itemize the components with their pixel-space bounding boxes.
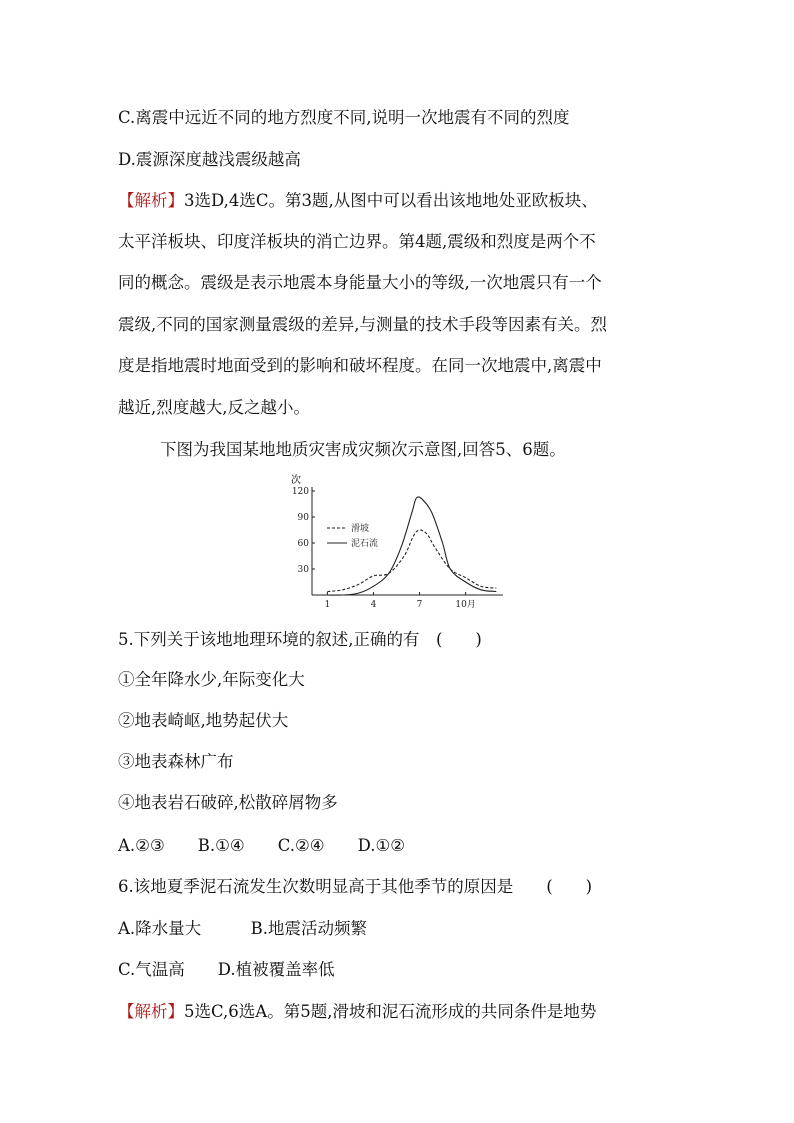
analysis-paragraph-1-line-2: 太平洋板块、印度洋板块的消亡边界。第4题,震级和烈度是两个不 [118, 232, 596, 251]
q6-options-cd: C.气温高 D.植被覆盖率低 [118, 960, 335, 979]
q5-statement-3: ③地表森林广布 [118, 752, 234, 771]
y-axis-label: 次 [291, 475, 301, 486]
q5-statement-4: ④地表岩石破碎,松散碎屑物多 [118, 793, 338, 812]
q5-statement-1: ①全年降水少,年际变化大 [118, 670, 305, 689]
question-5: 5.下列关于该地地理环境的叙述,正确的有 ( ) [118, 630, 482, 649]
analysis-text-2: 5选C,6选A。第5题,滑坡和泥石流形成的共同条件是地势 [184, 1002, 597, 1021]
analysis-tag-2: 【解析】 [118, 1002, 184, 1021]
legend-label: 滑坡 [351, 524, 370, 534]
legend-label: 泥石流 [351, 539, 379, 549]
analysis-paragraph-1-line-6: 越近,烈度越大,反之越小。 [118, 398, 310, 417]
analysis-text: 3选D,4选C。第3题,从图中可以看出该地地处亚欧板块、 [184, 191, 598, 210]
chart-svg [285, 474, 510, 614]
q6-options-ab: A.降水量大 B.地震活动频繁 [118, 919, 368, 938]
figure-intro: 下图为我国某地地质灾害成灾频次示意图,回答5、6题。 [160, 440, 566, 459]
analysis-paragraph-1-line-5: 度是指地震时地面受到的影响和破坏程度。在同一次地震中,离震中 [118, 356, 602, 375]
x-tick-label: 4 [370, 600, 377, 610]
y-tick-label: 120 [291, 487, 309, 497]
q5-answer-options: A.②③ B.①④ C.②④ D.①② [118, 836, 406, 855]
option-d-line: D.震源深度越浅震级越高 [118, 150, 301, 169]
analysis-paragraph-1-line-4: 震级,不同的国家测量震级的差异,与测量的技术手段等因素有关。烈 [118, 315, 607, 334]
x-tick-label: 10月 [455, 600, 476, 610]
y-tick-label: 60 [297, 539, 309, 549]
y-tick-label: 30 [297, 565, 309, 575]
chart-axes [312, 487, 503, 595]
analysis-paragraph-2-line-1 [118, 1002, 596, 1022]
chart-legend [327, 522, 378, 549]
x-tick-label: 1 [324, 600, 331, 610]
y-tick-label: 90 [297, 513, 309, 523]
analysis-tag: 【解析】 [118, 191, 184, 210]
question-6: 6.该地夏季泥石流发生次数明显高于其他季节的原因是 ( ) [118, 877, 593, 896]
x-tick-label: 7 [416, 600, 423, 610]
q5-statement-2: ②地表崎岖,地势起伏大 [118, 711, 289, 730]
analysis-paragraph-1-line-3: 同的概念。震级是表示地震本身能量大小的等级,一次地震只有一个 [118, 273, 602, 292]
disaster-frequency-chart [285, 474, 510, 614]
analysis-paragraph-1-line-1 [118, 191, 598, 211]
option-c-line: C.离震中远近不同的地方烈度不同,说明一次地震有不同的烈度 [118, 108, 570, 127]
